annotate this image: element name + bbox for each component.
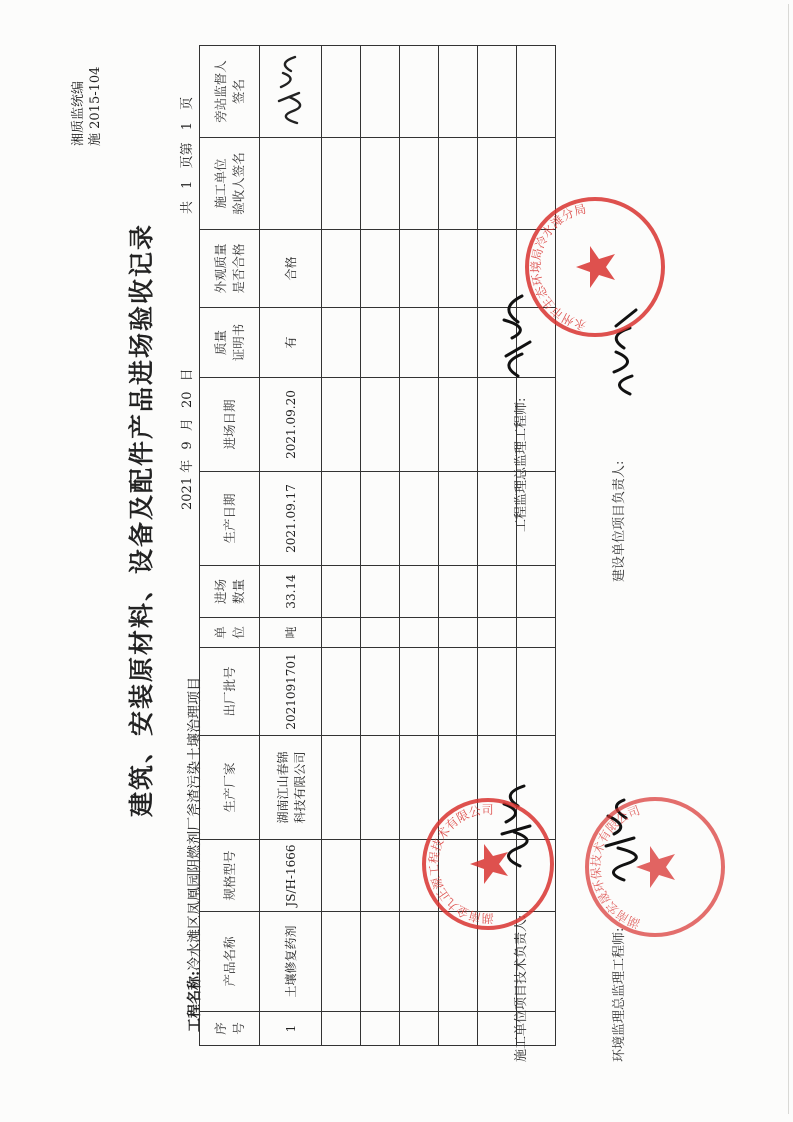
- svg-text:湖南宏晟环保技术有限公司: 湖南宏晟环保技术有限公司: [588, 803, 642, 931]
- page-number-value: 1: [180, 121, 195, 131]
- owner-seal: [520, 192, 670, 342]
- cell-appearance: 合格: [260, 230, 322, 308]
- contractor-seal: [418, 794, 558, 934]
- page-suffix: 页: [180, 96, 195, 110]
- svg-text:湖南金九正源工程技术有限公司: 湖南金九正源工程技术有限公司: [426, 802, 494, 926]
- date-month: 9: [180, 441, 195, 450]
- cell-qty: 33.14: [260, 566, 322, 618]
- page-number-label: 页第: [180, 142, 195, 169]
- col-header-supervisor: 旁站监督人 签名: [200, 46, 260, 138]
- cell-cert: 有: [260, 308, 322, 378]
- col-header-batch: 出厂批号: [200, 648, 260, 736]
- cell-inspector: [260, 138, 322, 230]
- cell-supervisor-signature: [260, 46, 322, 138]
- col-header-maker: 生产厂家: [200, 736, 260, 840]
- contractor-tech-lead-label: 施工单位项目技术负责人:: [514, 914, 529, 1062]
- table-row-empty: [322, 46, 361, 1046]
- supervisor-signature: [269, 52, 309, 132]
- col-header-qty: 进场 数量: [200, 566, 260, 618]
- col-header-entry-date: 进场日期: [200, 378, 260, 472]
- svg-text:永州市生态环境局冷水滩分局: 永州市生态环境局冷水滩分局: [528, 201, 588, 333]
- env-seal: [580, 792, 730, 942]
- project-value: 冷水滩区凤凰园阴燃剂厂斧渣污染土壤治理项目: [187, 676, 203, 971]
- date-year: 2021: [180, 476, 195, 510]
- table-row: [260, 46, 322, 1046]
- cell-unit: 吨: [260, 618, 322, 648]
- cell-maker: 湖南江山春锦 科技有限公司: [260, 736, 322, 840]
- project-label: 工程名称:: [187, 970, 203, 1032]
- cell-batch: 2021091701: [260, 648, 322, 736]
- col-header-product: 产品名称: [200, 912, 260, 1012]
- col-header-prod-date: 生产日期: [200, 472, 260, 566]
- table-header-row: [200, 46, 260, 1046]
- page-info: [176, 97, 195, 214]
- env-chief-label: 环境监理总监理工程师:: [612, 927, 627, 1062]
- owner-lead-label: 建设单位项目负责人:: [612, 460, 627, 582]
- cell-entry-date: 2021.09.20: [260, 378, 322, 472]
- cell-spec: JS/H-1666: [260, 840, 322, 912]
- date-year-label: 年: [180, 459, 195, 473]
- page-total-value: 1: [180, 180, 195, 189]
- series-line-2: 施 2015-104: [88, 66, 103, 146]
- date-day-label: 日: [180, 368, 195, 382]
- record-date: [176, 368, 195, 510]
- col-header-no: 序 号: [200, 1012, 260, 1046]
- series-code: [70, 67, 104, 146]
- col-header-spec: 规格型号: [200, 840, 260, 912]
- col-header-unit: 单 位: [200, 618, 260, 648]
- cell-product: 土壤修复药剂: [260, 912, 322, 1012]
- col-header-appearance: 外观质量 是否合格: [200, 230, 260, 308]
- page-title: 建筑、安装原材料、设备及配件产品进场验收记录: [127, 222, 156, 817]
- series-line-1: 湘质监统编: [71, 80, 86, 146]
- supervision-chief-label: 工程监理总监理工程师:: [514, 397, 529, 532]
- page-total-label: 共: [180, 200, 195, 214]
- col-header-inspector: 施工单位 验收人签名: [200, 138, 260, 230]
- table-row-empty: [361, 46, 400, 1046]
- col-header-cert: 质量 证明书: [200, 308, 260, 378]
- cell-prod-date: 2021.09.17: [260, 472, 322, 566]
- date-month-label: 月: [180, 418, 195, 432]
- date-day: 20: [180, 391, 195, 409]
- cell-no: 1: [260, 1012, 322, 1046]
